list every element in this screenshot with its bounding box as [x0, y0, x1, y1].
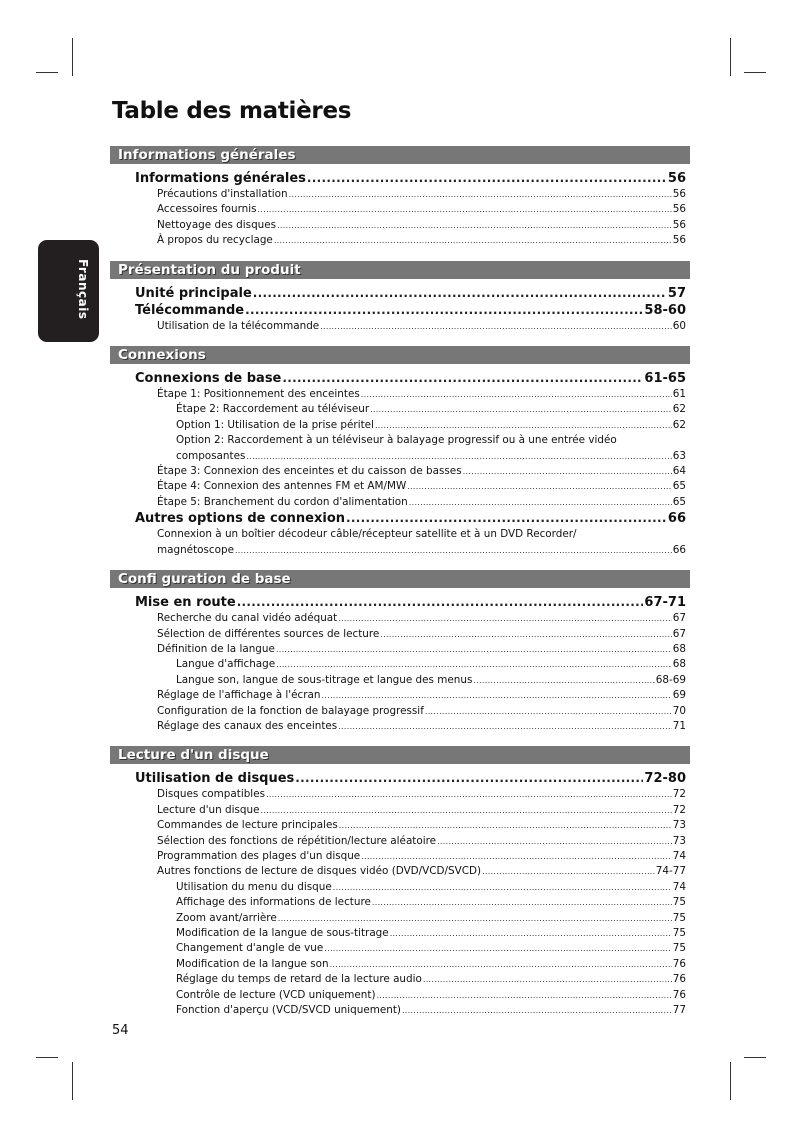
- dot-leader: [261, 803, 672, 818]
- toc-entry-title: Réglage de l'affichage à l'écran: [157, 689, 321, 702]
- toc-entry-page: 62: [672, 418, 686, 431]
- toc-entry-title: Réglage des canaux des enceintes: [157, 719, 338, 732]
- toc-entry[interactable]: [110, 510, 690, 527]
- dot-leader: [338, 611, 672, 626]
- toc-entry-page: 76: [672, 973, 686, 986]
- dot-leader: [407, 479, 672, 494]
- dot-leader: [289, 187, 672, 202]
- toc-entry-page: 76: [672, 957, 686, 970]
- toc-entry-title: Utilisation de la télécommande: [157, 319, 320, 332]
- dot-leader: [295, 770, 643, 787]
- toc-entry-title: Utilisation du menu du disque: [176, 880, 332, 893]
- section-heading: Informations générales: [110, 146, 690, 164]
- dot-leader: [473, 673, 654, 688]
- dot-leader: [361, 849, 672, 864]
- section-heading: Connexions: [110, 346, 690, 364]
- toc-entry-page: 74: [672, 880, 686, 893]
- toc-entry-page: 63: [672, 449, 686, 462]
- toc-entry-title: Disques compatibles: [157, 788, 265, 801]
- dot-leader: [375, 418, 672, 433]
- toc-entry-title: Définition de la langue: [157, 642, 275, 655]
- toc-entry-page: 68: [672, 658, 686, 671]
- toc-entry[interactable]: [110, 170, 690, 187]
- toc-entry[interactable]: [110, 302, 690, 319]
- dot-leader: [346, 510, 667, 527]
- toc-entry-page: 75: [672, 942, 686, 955]
- toc-entry-page: 72: [672, 788, 686, 801]
- toc-entry-title: Accessoires fournis: [157, 203, 257, 216]
- toc-entry-title: Option 2: Raccordement à un téléviseur à balayage progressif ou à une entrée vidéo: [176, 434, 617, 447]
- toc-entry-title: Langue son, langue de sous-titrage et langue des menus: [176, 673, 473, 686]
- toc-entry-page: 75: [672, 911, 686, 924]
- toc-entry[interactable]: [110, 941, 690, 956]
- toc-entry[interactable]: [110, 285, 690, 302]
- toc-entry-page: 67-71: [644, 595, 686, 611]
- dot-leader: [423, 972, 672, 987]
- toc-entry[interactable]: [110, 418, 690, 433]
- toc-entry-title: Mise en route: [135, 595, 236, 611]
- toc-entry-title: Nettoyage des disques: [157, 218, 277, 231]
- dot-leader: [409, 495, 672, 510]
- toc-entry-page: 58-60: [644, 302, 686, 318]
- toc-entry[interactable]: [110, 495, 690, 510]
- toc-entry-title: Sélection de différentes sources de lecture: [157, 627, 380, 640]
- toc-entry[interactable]: [110, 187, 690, 202]
- dot-leader: [274, 233, 672, 248]
- toc-entry-title: Commandes de lecture principales: [157, 819, 338, 832]
- toc-entry-title: composantes: [176, 449, 246, 462]
- toc-entry-title: Affichage des informations de lecture: [176, 896, 371, 909]
- toc-entry[interactable]: [110, 642, 690, 657]
- toc-entry-title: Étape 1: Positionnement des enceintes: [157, 388, 360, 401]
- toc-entry-title: Précautions d'installation: [157, 188, 288, 200]
- toc-entry-page: 73: [672, 834, 686, 847]
- toc-entry-title: Configuration de la fonction de balayage progressif: [157, 704, 424, 717]
- dot-leader: [361, 387, 672, 402]
- dot-leader: [258, 202, 672, 217]
- dot-leader: [463, 464, 672, 479]
- toc-entry-page: 60: [672, 319, 686, 332]
- toc-entry-title: Programmation des plages d'un disque: [157, 849, 361, 862]
- toc-entry-title: Fonction d'aperçu (VCD/SVCD uniquement): [176, 1004, 401, 1017]
- toc-entry-page: 61-65: [644, 371, 686, 387]
- toc-entry-page: 57: [667, 285, 686, 301]
- dot-leader: [338, 719, 672, 734]
- toc-entry-page: 68: [672, 642, 686, 655]
- toc-entry[interactable]: [110, 787, 690, 802]
- crop-mark: [730, 38, 731, 76]
- toc-entry-title: À propos du recyclage: [157, 234, 273, 247]
- toc-entry-title: Réglage du temps de retard de la lecture audio: [176, 973, 422, 986]
- crop-mark: [72, 1062, 73, 1100]
- page-number: 54: [112, 1023, 129, 1038]
- toc-entry-page: 70: [672, 704, 686, 717]
- toc-entry-page: 66: [667, 511, 686, 527]
- crop-mark: [36, 72, 58, 73]
- dot-leader: [333, 880, 672, 895]
- dot-leader: [377, 988, 672, 1003]
- toc-entry-page: 75: [672, 896, 686, 909]
- toc-entry[interactable]: [110, 880, 690, 895]
- toc-entry-page: 72-80: [644, 771, 686, 787]
- toc-entry-page: 74: [672, 849, 686, 862]
- toc-entry-page: 72: [672, 803, 686, 816]
- dot-leader: [372, 895, 672, 910]
- dot-leader: [235, 543, 672, 558]
- toc-entry[interactable]: [110, 926, 690, 941]
- section-heading: Confi guration de base: [110, 570, 690, 588]
- toc-entry[interactable]: [110, 673, 690, 688]
- toc-entry-title: Utilisation de disques: [135, 771, 295, 787]
- toc-entry-title: Sélection des fonctions de répétition/lecture aléatoire: [157, 834, 437, 847]
- toc-entry-page: 75: [672, 927, 686, 939]
- toc-entry-title: Connexion à un boîtier décodeur câble/récepteur satellite et à un DVD Recorder/: [157, 528, 577, 541]
- language-tab-label: Français: [76, 259, 90, 320]
- toc-entry-title: Étape 5: Branchement du cordon d'alimentation: [157, 495, 408, 508]
- dot-leader: [237, 594, 644, 611]
- toc-entry[interactable]: [110, 218, 690, 233]
- toc-entry[interactable]: [110, 233, 690, 248]
- dot-leader: [277, 218, 672, 233]
- toc-entry[interactable]: [110, 449, 690, 464]
- toc-entry[interactable]: [110, 972, 690, 987]
- toc-entry-page: 68-69: [655, 673, 686, 686]
- toc-entry[interactable]: [110, 719, 690, 734]
- toc-entry[interactable]: [110, 402, 690, 417]
- toc-entry-page: 65: [672, 480, 686, 493]
- toc-entry-page: 61: [672, 388, 686, 401]
- toc-entry[interactable]: [110, 543, 690, 558]
- toc-entry-page: 62: [672, 403, 686, 416]
- toc-entry[interactable]: [110, 433, 690, 448]
- toc-entry-title: Modification de la langue de sous-titrage: [176, 927, 389, 939]
- toc-entry[interactable]: [110, 1003, 690, 1018]
- toc-entry[interactable]: [110, 895, 690, 910]
- toc-entry[interactable]: [110, 770, 690, 787]
- dot-leader: [370, 402, 672, 417]
- toc-entry-title: Langue d'affichage: [176, 658, 276, 671]
- dot-leader: [282, 370, 643, 387]
- crop-mark: [744, 1057, 766, 1058]
- dot-leader: [402, 1003, 672, 1018]
- section-heading: Lecture d'un disque: [110, 746, 690, 764]
- dot-leader: [320, 319, 672, 334]
- dot-leader: [245, 302, 643, 319]
- toc-entry-title: magnétoscope: [157, 543, 234, 556]
- toc-entry[interactable]: [110, 370, 690, 387]
- toc-entry[interactable]: [110, 387, 690, 402]
- section-heading: Présentation du produit: [110, 261, 690, 279]
- toc-entry[interactable]: [110, 657, 690, 672]
- toc-entry[interactable]: [110, 803, 690, 818]
- toc-entry[interactable]: [110, 319, 690, 334]
- toc-entry[interactable]: [110, 202, 690, 217]
- toc-entry[interactable]: [110, 911, 690, 926]
- toc-entry-title: Unité principale: [135, 285, 252, 301]
- toc-entry-title: Autres fonctions de lecture de disques vidéo (DVD/VCD/SVCD): [157, 865, 482, 878]
- dot-leader: [246, 449, 671, 464]
- toc-entry[interactable]: [110, 594, 690, 611]
- toc-entry[interactable]: [110, 818, 690, 833]
- toc-entry-page: 69: [672, 689, 686, 702]
- toc-entry[interactable]: [110, 849, 690, 864]
- toc-entry-title: Étape 2: Raccordement au téléviseur: [176, 403, 370, 416]
- dot-leader: [482, 864, 655, 879]
- toc-entry[interactable]: [110, 688, 690, 703]
- dot-leader: [276, 642, 672, 657]
- toc-entry[interactable]: [110, 527, 690, 542]
- toc-entry-title: Télécommande: [135, 302, 245, 318]
- toc-entry-page: 65: [672, 495, 686, 508]
- toc-entry[interactable]: [110, 988, 690, 1003]
- toc-entry-title: Contrôle de lecture (VCD uniquement): [176, 988, 376, 1001]
- toc-entry-page: 66: [672, 543, 686, 556]
- crop-mark: [730, 1062, 731, 1100]
- toc-entry-title: Étape 4: Connexion des antennes FM et AM/MW: [157, 480, 407, 493]
- dot-leader: [339, 818, 672, 833]
- toc-entry-title: Zoom avant/arrière: [176, 911, 277, 924]
- toc-entry-title: Modification de la langue son: [176, 957, 329, 970]
- toc-entry-title: Changement d'angle de vue: [176, 942, 324, 955]
- dot-leader: [278, 911, 672, 926]
- toc-entry-page: 64: [672, 465, 686, 478]
- language-tab: [38, 240, 99, 342]
- dot-leader: [380, 627, 671, 642]
- toc-entry-page: 56: [672, 234, 686, 247]
- toc-entry-page: 67: [672, 627, 686, 640]
- page-title: Table des matières: [112, 98, 352, 124]
- toc-entry-page: 77: [672, 1004, 686, 1017]
- crop-mark: [36, 1057, 58, 1058]
- dot-leader: [321, 688, 671, 703]
- toc-entry-title: Autres options de connexion: [135, 511, 346, 527]
- dot-leader: [324, 941, 672, 956]
- toc-entry-title: Option 1: Utilisation de la prise péritel: [176, 418, 374, 431]
- dot-leader: [425, 704, 672, 719]
- toc-entry[interactable]: [110, 627, 690, 642]
- toc-entry[interactable]: [110, 464, 690, 479]
- toc-entry-page: 74-77: [655, 865, 686, 878]
- toc-entry-page: 56: [672, 188, 686, 200]
- toc-entry-title: Étape 3: Connexion des enceintes et du caisson de basses: [157, 465, 462, 478]
- dot-leader: [253, 285, 667, 302]
- toc-entry-page: 76: [672, 988, 686, 1001]
- toc-entry[interactable]: [110, 834, 690, 849]
- toc-entry-page: 73: [672, 819, 686, 832]
- toc-entry-page: 56: [672, 218, 686, 231]
- toc-entry-title: Informations générales: [135, 171, 306, 186]
- toc-entry-page: 56: [667, 171, 686, 186]
- toc-entry[interactable]: [110, 479, 690, 494]
- toc-entry-page: 71: [672, 719, 686, 732]
- crop-mark: [744, 72, 766, 73]
- toc-entry[interactable]: [110, 957, 690, 972]
- toc-entry[interactable]: [110, 611, 690, 626]
- dot-leader: [266, 787, 672, 802]
- dot-leader: [330, 957, 672, 972]
- toc-entry[interactable]: [110, 704, 690, 719]
- table-of-contents: [110, 146, 690, 1018]
- toc-entry-title: Lecture d'un disque: [157, 803, 260, 816]
- dot-leader: [437, 834, 672, 849]
- toc-entry-title: Recherche du canal vidéo adéquat: [157, 612, 338, 625]
- dot-leader: [307, 170, 667, 187]
- dot-leader: [276, 657, 672, 672]
- toc-entry-title: Connexions de base: [135, 371, 282, 387]
- dot-leader: [390, 926, 672, 941]
- toc-entry-page: 67: [672, 612, 686, 625]
- crop-mark: [72, 38, 73, 76]
- toc-entry-page: 56: [672, 203, 686, 216]
- toc-entry[interactable]: [110, 864, 690, 879]
